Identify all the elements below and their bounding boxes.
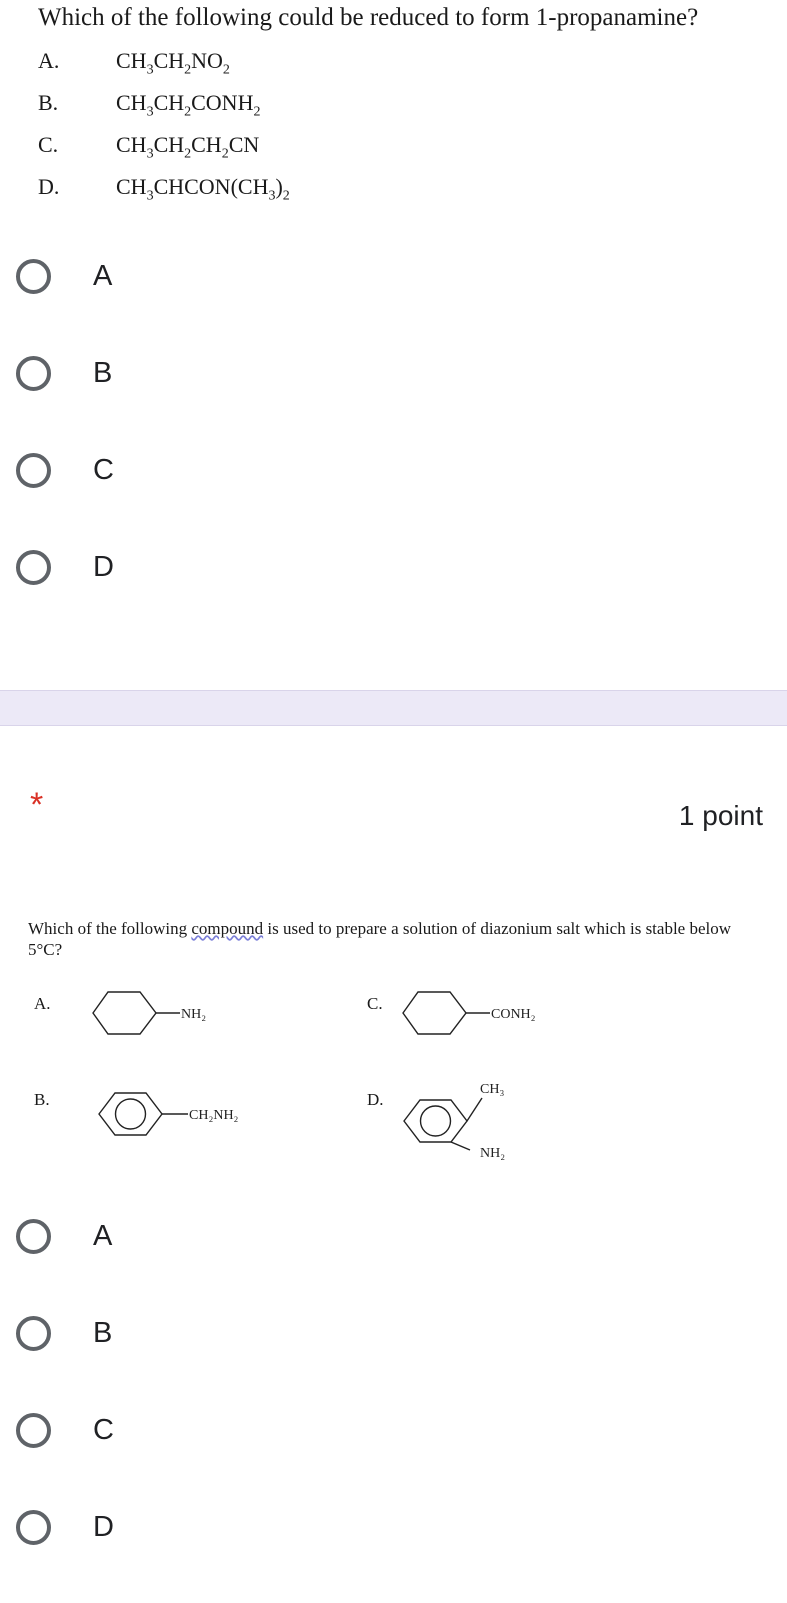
structure-b-group: CH₂NH₂ <box>189 1108 239 1123</box>
structure-d-group-top: CH₃ <box>480 1082 505 1097</box>
structure-a-letter: A. <box>34 994 51 1013</box>
q2-radio-a[interactable] <box>16 1214 112 1258</box>
radio-label: D <box>93 1510 114 1543</box>
q1-radio-d[interactable] <box>16 545 114 589</box>
radio-label: C <box>93 1413 114 1446</box>
structures-figure <box>0 985 787 1185</box>
structure-a-ring <box>93 992 156 1034</box>
radio-circle-icon[interactable] <box>16 259 51 294</box>
radio-circle-icon[interactable] <box>16 550 51 585</box>
radio-label: D <box>93 550 114 583</box>
q1-radio-c[interactable] <box>16 448 114 492</box>
radio-label: B <box>93 356 113 389</box>
q2-radio-d[interactable] <box>16 1505 114 1549</box>
structure-d-bond-top <box>467 1098 482 1121</box>
question-2-text: Which of the following compound is used to prepare a solution of diazonium salt which is stable below 5°C? <box>28 919 732 959</box>
radio-circle-icon[interactable] <box>16 356 51 391</box>
structure-d-bond-bottom <box>451 1142 470 1150</box>
q1-option-b-formula: B. $CH_3CH_2CONH_2$ <box>38 90 261 120</box>
radio-circle-icon[interactable] <box>16 453 51 488</box>
structure-c-ring <box>403 992 466 1034</box>
structure-c-letter: C. <box>367 994 383 1013</box>
q1-option-d-formula: D. $CH_3CHCON(CH_3)_2$ <box>38 174 290 204</box>
q2-radio-b[interactable] <box>16 1311 112 1355</box>
structure-b-aromatic-circle <box>116 1099 146 1129</box>
q1-radio-b[interactable] <box>16 351 112 395</box>
required-asterisk: * <box>30 786 44 824</box>
structure-d-group-bottom: NH₂ <box>480 1146 506 1161</box>
structure-c-group: CONH₂ <box>491 1007 536 1022</box>
radio-label: C <box>93 453 114 486</box>
q1-radio-a[interactable] <box>16 254 112 298</box>
radio-circle-icon[interactable] <box>16 1219 51 1254</box>
q1-option-a-formula: A. $CH_3CH_2NO_2$ <box>38 48 230 78</box>
radio-label: A <box>93 259 113 292</box>
q1-option-c-formula: C. $CH_3CH_2CH_2CN$ <box>38 132 260 162</box>
points-label: 1 point <box>678 800 763 831</box>
radio-label: A <box>93 1219 113 1252</box>
q2-radio-c[interactable] <box>16 1408 114 1452</box>
structure-b-letter: B. <box>34 1090 50 1109</box>
structure-d-letter: D. <box>367 1090 384 1109</box>
structure-d-aromatic-circle <box>421 1106 451 1136</box>
radio-circle-icon[interactable] <box>16 1316 51 1351</box>
radio-circle-icon[interactable] <box>16 1510 51 1545</box>
section-divider <box>0 690 787 726</box>
radio-circle-icon[interactable] <box>16 1413 51 1448</box>
question-1-text: Which of the following could be reduced to form 1-propanamine? <box>38 4 699 31</box>
structure-a-group: NH₂ <box>181 1007 207 1022</box>
radio-label: B <box>93 1316 113 1349</box>
